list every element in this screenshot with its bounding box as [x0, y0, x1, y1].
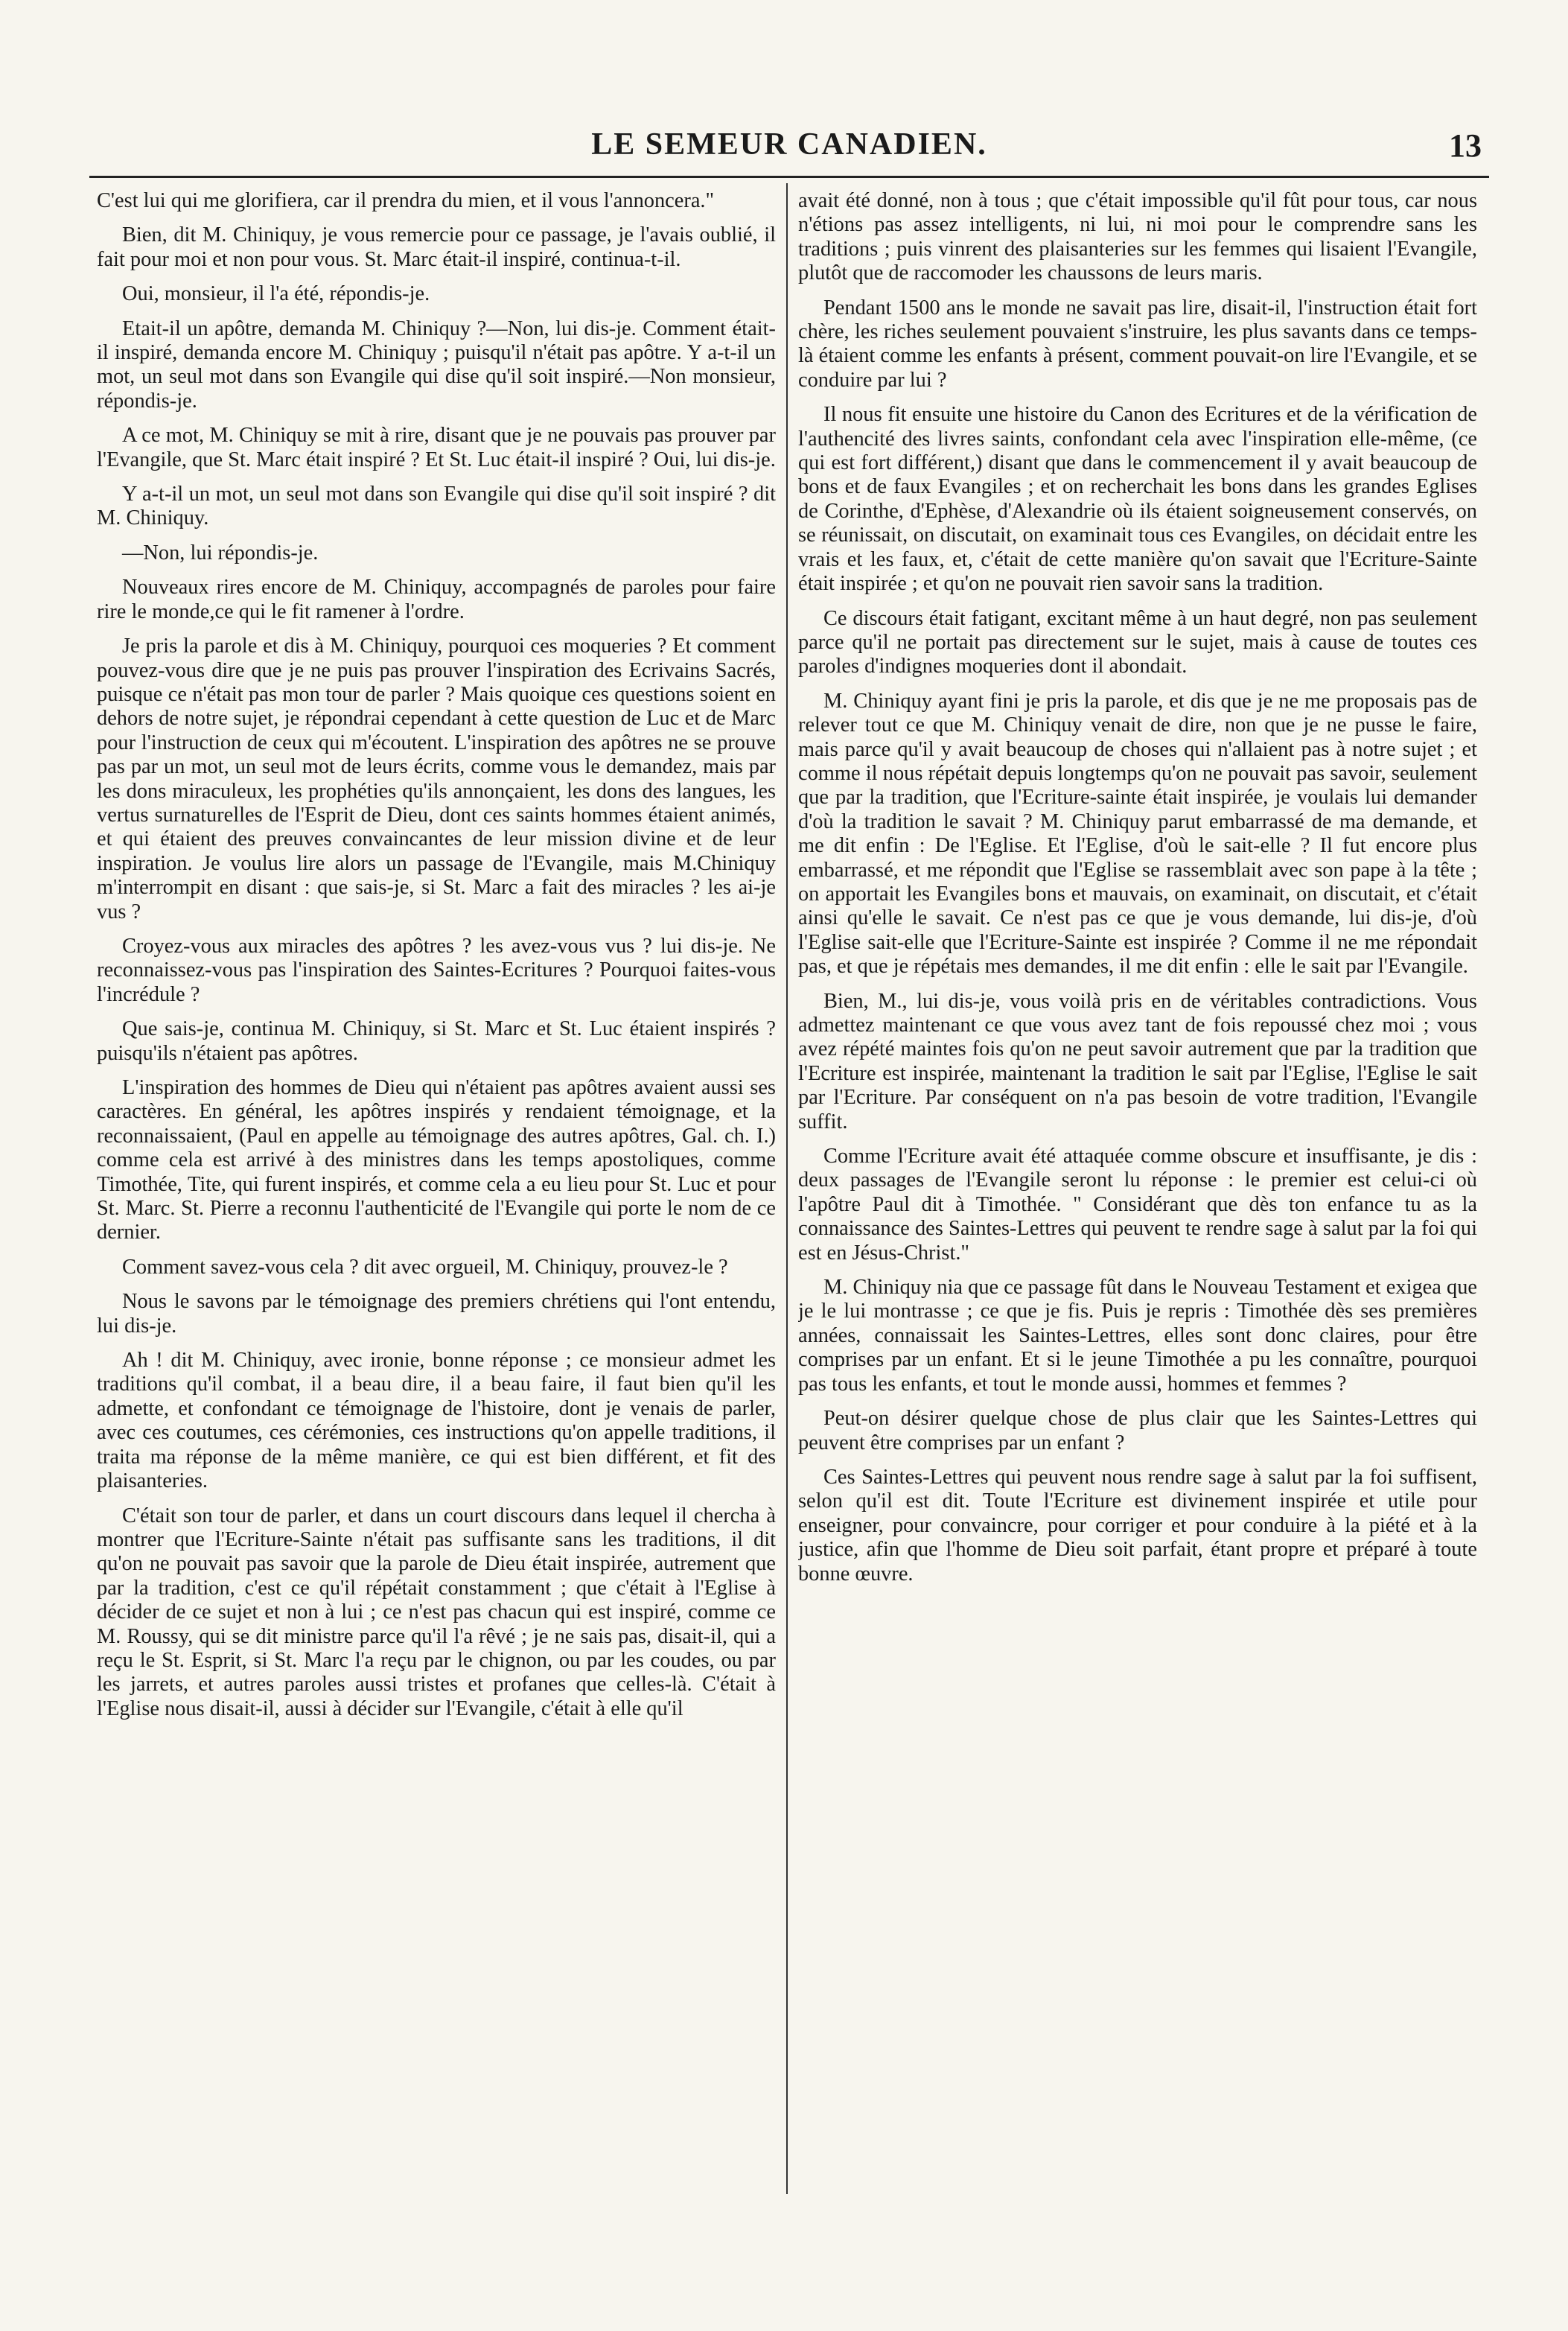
paragraph: Peut-on désirer quelque chose de plus clair que les Saintes-Lettres qui peuvent être comprises par un enfant ?: [798, 1407, 1477, 1454]
paragraph: Nous le savons par le témoignage des premiers chrétiens qui l'ont entendu, lui dis-je.: [97, 1290, 776, 1338]
paragraph: C'est lui qui me glorifiera, car il prendra du mien, et il vous l'annoncera.": [97, 189, 715, 212]
paragraph: M. Chiniquy nia que ce passage fût dans le Nouveau Testament et exigea que je le lui montrasse ; ce que je fis. Puis je repris : Timothée dès ses premières années, connaissait les Saintes-Lettres, elles sont donc claires, pour être comprises par un enfant. Et si le jeune Timothée a pu les connaître, pourquoi pas tous les enfants, et tout le monde aussi, hommes et femmes ?: [798, 1276, 1477, 1396]
paragraph: A ce mot, M. Chiniquy se mit à rire, disant que je ne pouvais pas prouver par l'Evangile, que St. Marc était inspiré ? Et St. Luc était-il inspiré ? Oui, lui dis-je.: [97, 424, 776, 471]
page-number: 13: [1449, 127, 1482, 164]
column-divider: [786, 183, 788, 2194]
paragraph: Comme l'Ecriture avait été attaquée comme obscure et insuffisante, je dis : deux passages de l'Evangile seront lu réponse : le premier est celui-ci où l'apôtre Paul dit à Timothée. " Considérant que dès ton enfance tu as la connaissance des Saintes-Lettres qui peuvent te rendre sage à salut par la foi qui est en Jésus-Christ.": [798, 1145, 1477, 1265]
paragraph: Ah ! dit M. Chiniquy, avec ironie, bonne réponse ; ce monsieur admet les traditions qu'il combat, il a beau dire, il a beau faire, il faut bien qu'il les admette, et confondant ce témoignage de l'histoire, dont je venais de parler, avec ces coutumes, ces cérémonies, ces instructions qu'on appelle traditions, il traita ma réponse de la même manière, ce qui est bien différent, et fit des plaisanteries.: [97, 1349, 776, 1493]
paragraph: Ces Saintes-Lettres qui peuvent nous rendre sage à salut par la foi suffisent, selon qu'il est dit. Toute l'Ecriture est divinement inspirée et utile pour enseigner, pour convaincre, pour corriger et pour conduire à la piété et à la justice, afin que l'homme de Dieu soit parfait, étant propre et préparé à toute bonne œuvre.: [798, 1465, 1477, 1586]
header-rule: [89, 176, 1489, 178]
paragraph: Nouveaux rires encore de M. Chiniquy, accompagnés de paroles pour faire rire le monde,ce qui le fit ramener à l'ordre.: [97, 576, 776, 623]
left-column: [97, 189, 776, 2274]
page-title: LE SEMEUR CANADIEN.: [591, 127, 987, 162]
paragraph: Il nous fit ensuite une histoire du Canon des Ecritures et de la vérification de l'authencité des livres saints, confondant cela avec l'inspiration elle-même, (ce qui est fort différent,) disant que dans le commencement il y avait beaucoup de bons et de faux Evangiles ; et on recherchait les bons dans les grandes Eglises de Corinthe, d'Ephèse, d'Alexandrie où ils étaient soigneusement conservés, on se réunissait, on discutait, on examinait tous ces Evangiles, on décidait entre les vrais et les faux, et, c'était de cette manière qu'on savait que l'Ecriture-Sainte était inspirée ; et qu'on ne pouvait rien savoir sans la tradition.: [798, 403, 1477, 596]
paragraph: Bien, M., lui dis-je, vous voilà pris en de véritables contradictions. Vous admettez maintenant ce que vous avez tant de fois repoussé chez moi ; vous avez répété maintes fois qu'on ne peut savoir autrement que par la tradition que l'Ecriture est inspirée, maintenant la tradition le sait par l'Eglise, l'Eglise le sait par l'Ecriture. Par conséquent on n'a pas besoin de votre tradition, l'Evangile suffit.: [798, 989, 1477, 1133]
paragraph: —Non, lui répondis-je.: [122, 541, 319, 565]
paragraph: Bien, dit M. Chiniquy, je vous remercie pour ce passage, je l'avais oublié, il fait pour moi et non pour vous. St. Marc était-il inspiré, continua-t-il.: [97, 223, 776, 271]
paragraph: Je pris la parole et dis à M. Chiniquy, pourquoi ces moqueries ? Et comment pouvez-vous dire que je ne puis pas prouver l'inspiration des Ecrivains Sacrés, puisque ce n'était pas mon tour de parler ? Mais quoique ces questions soient en dehors de notre sujet, je répondrai cependant à cette question de Luc et de Marc pour l'instruction de ceux qui m'écoutent. L'inspiration des apôtres ne se prouve pas par un mot, un seul mot de leurs écrits, comme vous le demandez, mais par les dons miraculeux, les prophéties qu'ils annonçaient, les dons des langues, les vertus surnaturelles de l'Esprit de Dieu, dont ces saints hommes étaient animés, et qui étaient des preuves convaincantes de leur mission divine et de leur inspiration. Je voulus lire alors un passage de l'Evangile, mais M.Chiniquy m'interrompit en disant : que sais-je, si St. Marc a fait des miracles ? les ai-je vus ?: [97, 635, 776, 923]
paragraph: M. Chiniquy ayant fini je pris la parole, et dis que je ne me proposais pas de relever tout ce que M. Chiniquy venait de dire, non que je ne pusse le faire, mais parce qu'il y avait beaucoup de choses qui n'allaient pas à notre sujet ; et comme il nous répétait depuis longtemps qu'on ne pouvait pas savoir, seulement que par la tradition, que l'Ecriture-sainte était inspirée, je voulais lui demander d'où la tradition le savait ? M. Chiniquy parut embarrassé de ma demande, et me dit enfin : De l'Eglise. Et l'Eglise, d'où le sait-elle ? Il fut encore plus embarrassé, et me répondit que l'Eglise se rassemblait avec son pape à la tête ; on apportait les Evangiles bons et mauvais, on examinait, on discutait, et c'était ainsi qu'elle le savait. Ce n'est pas ce que je vous demande, lui dis-je, d'où l'Eglise sait-elle que l'Ecriture-Sainte est inspirée ? Comme il ne me répondait pas, et que je répétais mes demandes, il me dit enfin : elle le sait par l'Evangile.: [798, 689, 1477, 979]
paragraph: C'était son tour de parler, et dans un court discours dans lequel il chercha à montrer que l'Ecriture-Sainte n'était pas suffisante sans les traditions, il dit qu'on ne pouvait pas savoir que la parole de Dieu était inspirée, autrement que par la tradition, c'est ce qu'il répétait constamment ; que c'était à l'Eglise à décider de ce sujet et non à lui ; ce n'est pas chacun qui est inspiré, comme ce M. Roussy, qui se dit ministre parce qu'il l'a rêvé ; je ne sais pas, disait-il, qui a reçu le St. Esprit, si St. Marc l'a reçu par le chignon, ou par les coudes, ou par les jarrets, et autres paroles aussi tristes et profanes que celles-là. C'était à l'Eglise nous disait-il, aussi à décider sur l'Evangile, c'était à elle qu'il: [97, 1504, 776, 1720]
paragraph: Y a-t-il un mot, un seul mot dans son Evangile qui dise qu'il soit inspiré ? dit M. Chiniquy.: [97, 483, 776, 530]
page-header: [97, 127, 1482, 168]
paragraph: Que sais-je, continua M. Chiniquy, si St. Marc et St. Luc étaient inspirés ? puisqu'ils n'étaient pas apôtres.: [97, 1017, 776, 1065]
paragraph: Oui, monsieur, il l'a été, répondis-je.: [122, 282, 430, 306]
paragraph: Ce discours était fatigant, excitant même à un haut degré, non pas seulement parce qu'il ne portait pas directement sur le sujet, mais à cause de toutes ces paroles d'indignes moqueries dont il abondait.: [798, 606, 1477, 678]
paragraph: avait été donné, non à tous ; que c'était impossible qu'il fût pour tous, car nous n'étions pas assez intelligents, ni lui, ni moi pour le comprendre sans les traditions ; puis vinrent des plaisanteries sur les femmes qui lisaient l'Evangile, plutôt que de raccomoder les chaussons de leurs maris.: [798, 189, 1477, 285]
paragraph: Etait-il un apôtre, demanda M. Chiniquy ?—Non, lui dis-je. Comment était-il inspiré, demanda encore M. Chiniquy ; puisqu'il n'était pas apôtre. Y a-t-il un mot, un seul mot dans son Evangile qui dise qu'il soit inspiré.—Non monsieur, répondis-je.: [97, 317, 776, 413]
paragraph: Croyez-vous aux miracles des apôtres ? les avez-vous vus ? lui dis-je. Ne reconnaissez-vous pas l'inspiration des Saintes-Ecritures ? Pourquoi faites-vous l'incrédule ?: [97, 934, 776, 1006]
paragraph: L'inspiration des hommes de Dieu qui n'étaient pas apôtres avaient aussi ses caractères. En général, les apôtres inspirés y rendaient témoignage, et la reconnaissaient, (Paul en appelle au témoignage des autres apôtres, Gal. ch. I.) comme cela est arrivé à des ministres dans les temps apostoliques, comme Timothée, Tite, qui furent inspirés, et comme cela a eu lieu pour St. Luc et pour St. Marc. St. Pierre a reconnu l'authenticité de l'Evangile qui porte le nom de ce dernier.: [97, 1076, 776, 1244]
paragraph: Pendant 1500 ans le monde ne savait pas lire, disait-il, l'instruction était fort chère, les riches seulement pouvaient s'instruire, les plus savants dans ce temps-là étaient comme les enfants à présent, comment pouvait-on lire l'Evangile, et se conduire par lui ?: [798, 296, 1477, 392]
paragraph: Comment savez-vous cela ? dit avec orgueil, M. Chiniquy, prouvez-le ?: [122, 1255, 728, 1279]
right-column: [798, 189, 1477, 2274]
